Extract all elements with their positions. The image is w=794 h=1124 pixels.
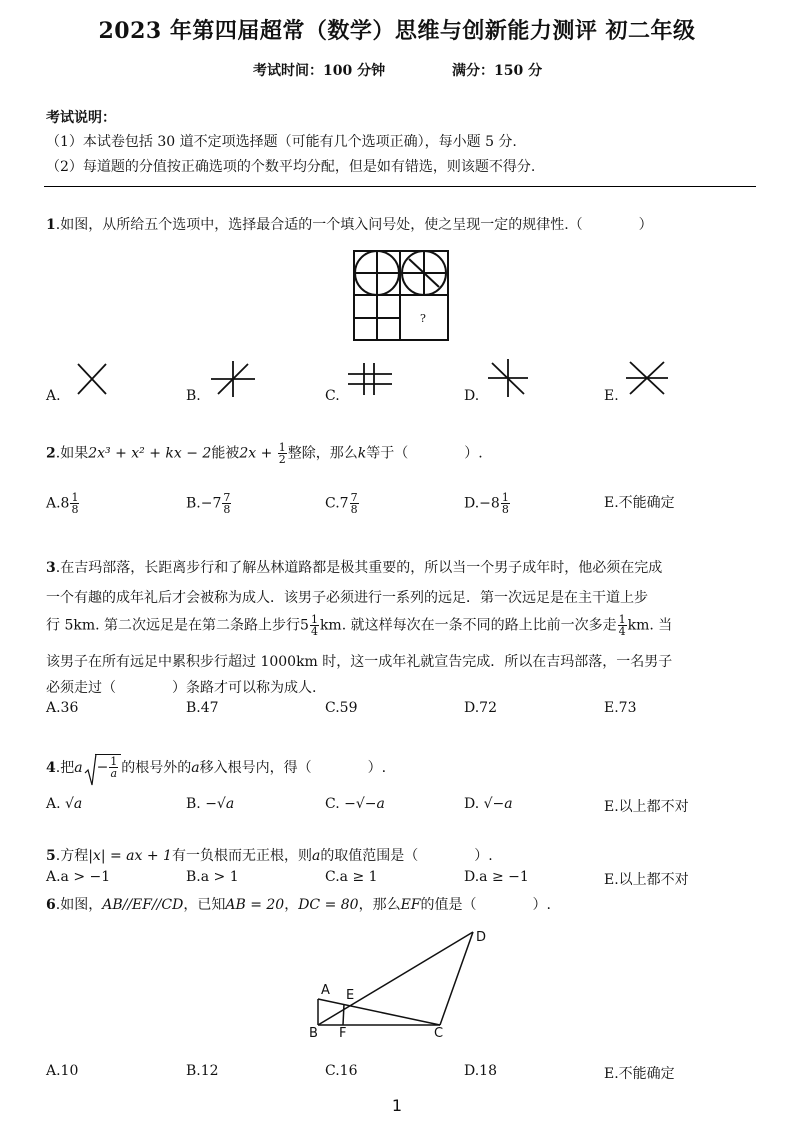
q4-option-b-expr: −√a <box>205 796 235 812</box>
q2-end: 等于（ ）. <box>366 445 483 462</box>
q3-frac-2-den: 4 <box>618 625 626 638</box>
q3-option-e[interactable]: E.73 <box>604 700 637 716</box>
q6-number: 6 <box>46 897 56 913</box>
q2-mid: 能被 <box>211 445 240 462</box>
q2-option-a-den: 8 <box>71 503 79 516</box>
q2-option-c[interactable] <box>325 492 360 515</box>
q1-option-a[interactable]: A. <box>46 388 61 404</box>
q3-number: 3 <box>46 560 56 576</box>
q4-option-b[interactable] <box>186 796 234 812</box>
q1-figure-grid <box>353 250 449 342</box>
q3-option-b[interactable]: B.47 <box>186 700 219 716</box>
q6-mid: ，已知 <box>183 897 226 913</box>
q3-frac-1-den: 4 <box>310 625 318 638</box>
q1-option-c-figure <box>346 362 394 396</box>
q4-suffix: 的根号外的 <box>121 760 192 776</box>
q3-line-2: 一个有趣的成年礼后才会被称为成人．该男子必须进行一系列的远足．第一次远足是在主干道上步 <box>46 590 648 606</box>
q5-option-a[interactable]: A.a > −1 <box>46 869 111 885</box>
q1-option-a-figure <box>76 362 108 396</box>
q6-text <box>46 894 551 914</box>
q2-option-b-den: 8 <box>223 503 231 516</box>
q6-parallel: AB//EF//CD <box>102 897 184 913</box>
q4-radical-sign <box>85 754 97 788</box>
q4-suffix2: 移入根号内，得（ ）. <box>199 760 387 776</box>
q1-stem: .如图，从所给五个选项中，选择最合适的一个填入问号处，使之呈现一定的规律性.（ ） <box>55 217 653 233</box>
q2-polynomial: 2x³ + x² + kx − 2 <box>88 445 212 462</box>
q4-option-a-expr: √a <box>65 796 83 812</box>
q3-line1-text: .在吉玛部落，长距离步行和了解丛林道路都是极其重要的，所以当一个男子成年时，他必须在完成 <box>55 560 663 576</box>
q2-option-b[interactable] <box>186 492 232 515</box>
q2-half-den: 2 <box>278 453 286 466</box>
q4-option-a[interactable] <box>46 796 82 812</box>
q6-given-ab: AB = 20 <box>225 897 285 913</box>
q2-prefix: .如果 <box>55 445 89 462</box>
q4-prefix: .把 <box>55 760 75 776</box>
q2-divisor: 2x + <box>239 445 277 462</box>
q6-prefix: .如图， <box>55 897 103 913</box>
q2-var: k <box>357 445 367 462</box>
exam-time: 考试时间：100 分钟 <box>253 63 386 79</box>
q1-option-e[interactable]: E. <box>604 388 619 404</box>
q6-option-d[interactable]: D.18 <box>464 1063 497 1079</box>
q2-option-a-num: 1 <box>71 491 79 504</box>
header-divider <box>44 186 756 187</box>
q3-frac-1-num: 1 <box>310 613 318 626</box>
q5-option-b[interactable]: B.a > 1 <box>186 869 239 885</box>
page-title: 2023 年第四届超常（数学）思维与创新能力测评 初二年级 <box>98 18 696 44</box>
q3-line-3 <box>46 614 672 637</box>
q3-option-a[interactable]: A.36 <box>46 700 79 716</box>
instructions-heading: 考试说明： <box>46 110 116 126</box>
q4-var: a <box>191 760 200 776</box>
q2-suffix: 整除，那么 <box>287 445 358 462</box>
q5-number: 5 <box>46 848 56 864</box>
q1-option-d-figure <box>486 358 530 398</box>
q4-option-c-label: C. <box>325 796 340 812</box>
q2-option-d-frac <box>501 492 510 515</box>
q1-option-d[interactable]: D. <box>464 388 480 404</box>
q2-option-a-label: A.8 <box>46 495 70 512</box>
q4-radical <box>85 757 122 779</box>
q6-label-b: B <box>309 1026 318 1041</box>
q5-prefix: .方程 <box>55 848 89 864</box>
q2-option-c-den: 8 <box>350 503 358 516</box>
page-number: 1 <box>391 1096 403 1115</box>
q3-frac-1 <box>310 614 319 637</box>
q5-option-c[interactable]: C.a ≥ 1 <box>325 869 378 885</box>
q6-option-c[interactable]: C.16 <box>325 1063 358 1079</box>
q4-text <box>46 757 386 779</box>
q4-option-b-label: B. <box>186 796 201 812</box>
q1-option-e-figure <box>624 360 670 396</box>
q2-option-b-frac <box>222 492 231 515</box>
q6-end: 的值是（ ）. <box>420 897 551 913</box>
q5-mid: 有一负根而无正根，则 <box>171 848 312 864</box>
q2-option-c-frac <box>350 492 359 515</box>
q6-geometry-figure <box>300 925 500 1045</box>
q6-option-b[interactable]: B.12 <box>186 1063 219 1079</box>
q6-ask: EF <box>400 897 421 913</box>
q2-option-a[interactable] <box>46 492 80 515</box>
full-score: 满分：150 分 <box>452 63 543 79</box>
q3-line-5: 必须走过（ ）条路才可以称为成人. <box>46 680 317 696</box>
q5-option-d[interactable]: D.a ≥ −1 <box>464 869 529 885</box>
q2-option-a-frac <box>70 492 79 515</box>
q2-option-c-label: C.7 <box>325 495 349 512</box>
q2-option-e[interactable]: E.不能确定 <box>604 495 675 511</box>
q1-question-mark: ? <box>420 312 426 325</box>
q6-sep: ， <box>284 897 299 913</box>
q6-mid2: ，那么 <box>358 897 401 913</box>
q5-option-e[interactable]: E.以上都不对 <box>604 872 689 888</box>
q3-frac-2-num: 1 <box>618 613 626 626</box>
q3-option-c[interactable]: C.59 <box>325 700 358 716</box>
q3-line3a: 行 5km. 第二次远足是在第二条路上步行5 <box>46 617 309 634</box>
q4-minus: − <box>96 759 109 776</box>
q4-coef: a <box>74 760 83 776</box>
q2-option-d-num: 1 <box>501 491 509 504</box>
q1-option-b-figure <box>210 360 256 398</box>
q4-option-d-expr: √−a <box>483 796 513 812</box>
q2-number: 2 <box>46 445 56 462</box>
q4-option-c[interactable] <box>325 796 385 812</box>
q3-line-1 <box>46 557 662 577</box>
q5-end: 的取值范围是（ ）. <box>320 848 493 864</box>
q6-label-c: C <box>434 1026 444 1041</box>
q2-half-fraction <box>278 442 287 465</box>
q3-frac-2 <box>618 614 627 637</box>
q2-text <box>46 442 483 465</box>
q2-half-num: 1 <box>278 441 286 454</box>
q2-option-d-den: 8 <box>501 503 509 516</box>
q4-frac-den: a <box>110 767 118 780</box>
q1-number: 1 <box>46 217 56 233</box>
q2-option-d[interactable] <box>464 492 511 515</box>
q4-frac-num: 1 <box>110 755 118 768</box>
q2-option-b-label: B.−7 <box>186 495 222 512</box>
q2-option-c-num: 7 <box>350 491 358 504</box>
q4-option-a-label: A. <box>46 796 61 812</box>
q3-line3c: km. 当 <box>627 617 673 634</box>
q6-label-e: E <box>346 988 355 1003</box>
q2-option-d-label: D.−8 <box>464 495 500 512</box>
instruction-2: （2）每道题的分值按正确选项的个数平均分配，但是如有错选，则该题不得分. <box>46 159 536 175</box>
q6-label-d: D <box>476 930 487 945</box>
q3-option-d[interactable]: D.72 <box>464 700 497 716</box>
q4-number: 4 <box>46 760 56 776</box>
q1-option-c[interactable]: C. <box>325 388 340 404</box>
q4-option-c-expr: −√−a <box>344 796 385 812</box>
q1-text <box>46 214 653 234</box>
instruction-1: （1）本试卷包括 30 道不定项选择题（可能有几个选项正确），每小题 5 分. <box>46 134 517 150</box>
q5-equation: |x| = ax + 1 <box>88 848 172 864</box>
q4-option-d-label: D. <box>464 796 480 812</box>
q6-given-dc: DC = 80 <box>298 897 359 913</box>
q6-option-a[interactable]: A.10 <box>46 1063 79 1079</box>
q3-line3b: km. 就这样每次在一条不同的路上比前一次多走 <box>319 617 617 634</box>
q3-line-4: 该男子在所有远足中累积步行超过 1000km 时，这一成年礼就宣告完成．所以在吉玛部落，一名男子 <box>46 654 673 670</box>
q4-option-d[interactable] <box>464 796 513 812</box>
q5-text <box>46 845 493 865</box>
q6-label-f: F <box>339 1026 347 1041</box>
q6-option-e[interactable]: E.不能确定 <box>604 1066 675 1082</box>
q6-label-a: A <box>321 983 330 998</box>
q5-var: a <box>311 848 321 864</box>
q2-option-b-num: 7 <box>223 491 231 504</box>
q4-frac <box>109 756 118 779</box>
q1-option-b[interactable]: B. <box>186 388 201 404</box>
q4-option-e[interactable]: E.以上都不对 <box>604 799 689 815</box>
